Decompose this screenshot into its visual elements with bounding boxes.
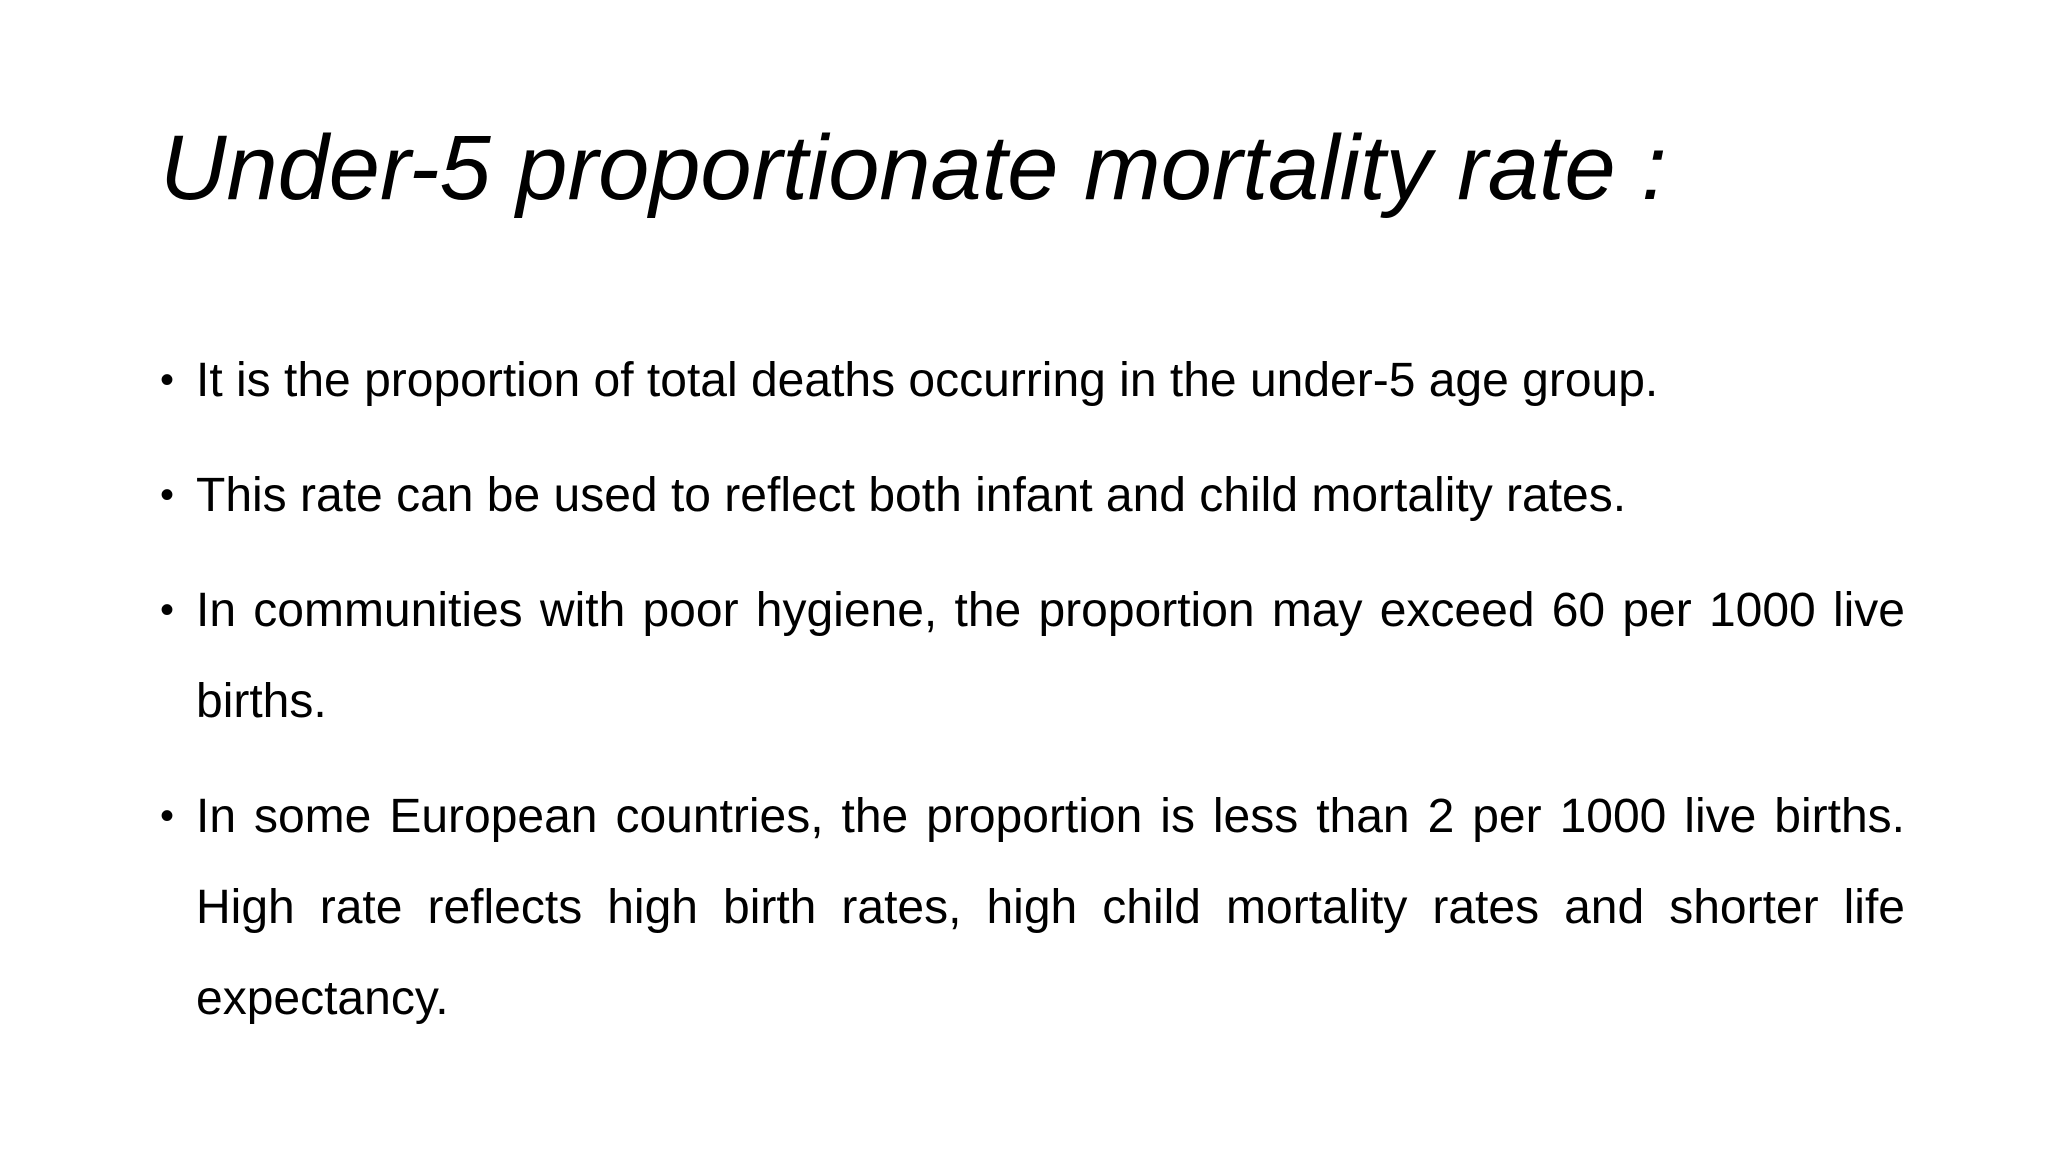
bullet-text: This rate can be used to reflect both infant and child mortality rates. bbox=[196, 469, 1627, 522]
slide-title: Under-5 proportionate mortality rate : bbox=[160, 117, 1667, 219]
bullet-item-1 bbox=[160, 335, 1905, 426]
bullet-marker: • bbox=[160, 473, 175, 517]
bullet-text: It is the proportion of total deaths occurring in the under-5 age group. bbox=[196, 354, 1659, 407]
bullet-item-3 bbox=[160, 565, 1905, 747]
bullet-text: In some European countries, the proportion is less than 2 per 1000 live births. High rate reflects high birth rates, high child mortality rates and shorter life expectancy. bbox=[196, 790, 1905, 1025]
bullet-text: In communities with poor hygiene, the proportion may exceed 60 per 1000 live births. bbox=[196, 584, 1905, 728]
bullet-item-2 bbox=[160, 450, 1905, 541]
bullet-marker: • bbox=[160, 588, 175, 632]
bullet-marker: • bbox=[160, 358, 175, 402]
bullet-marker: • bbox=[160, 794, 175, 838]
bullet-list bbox=[160, 335, 1905, 1068]
bullet-item-4 bbox=[160, 771, 1905, 1044]
